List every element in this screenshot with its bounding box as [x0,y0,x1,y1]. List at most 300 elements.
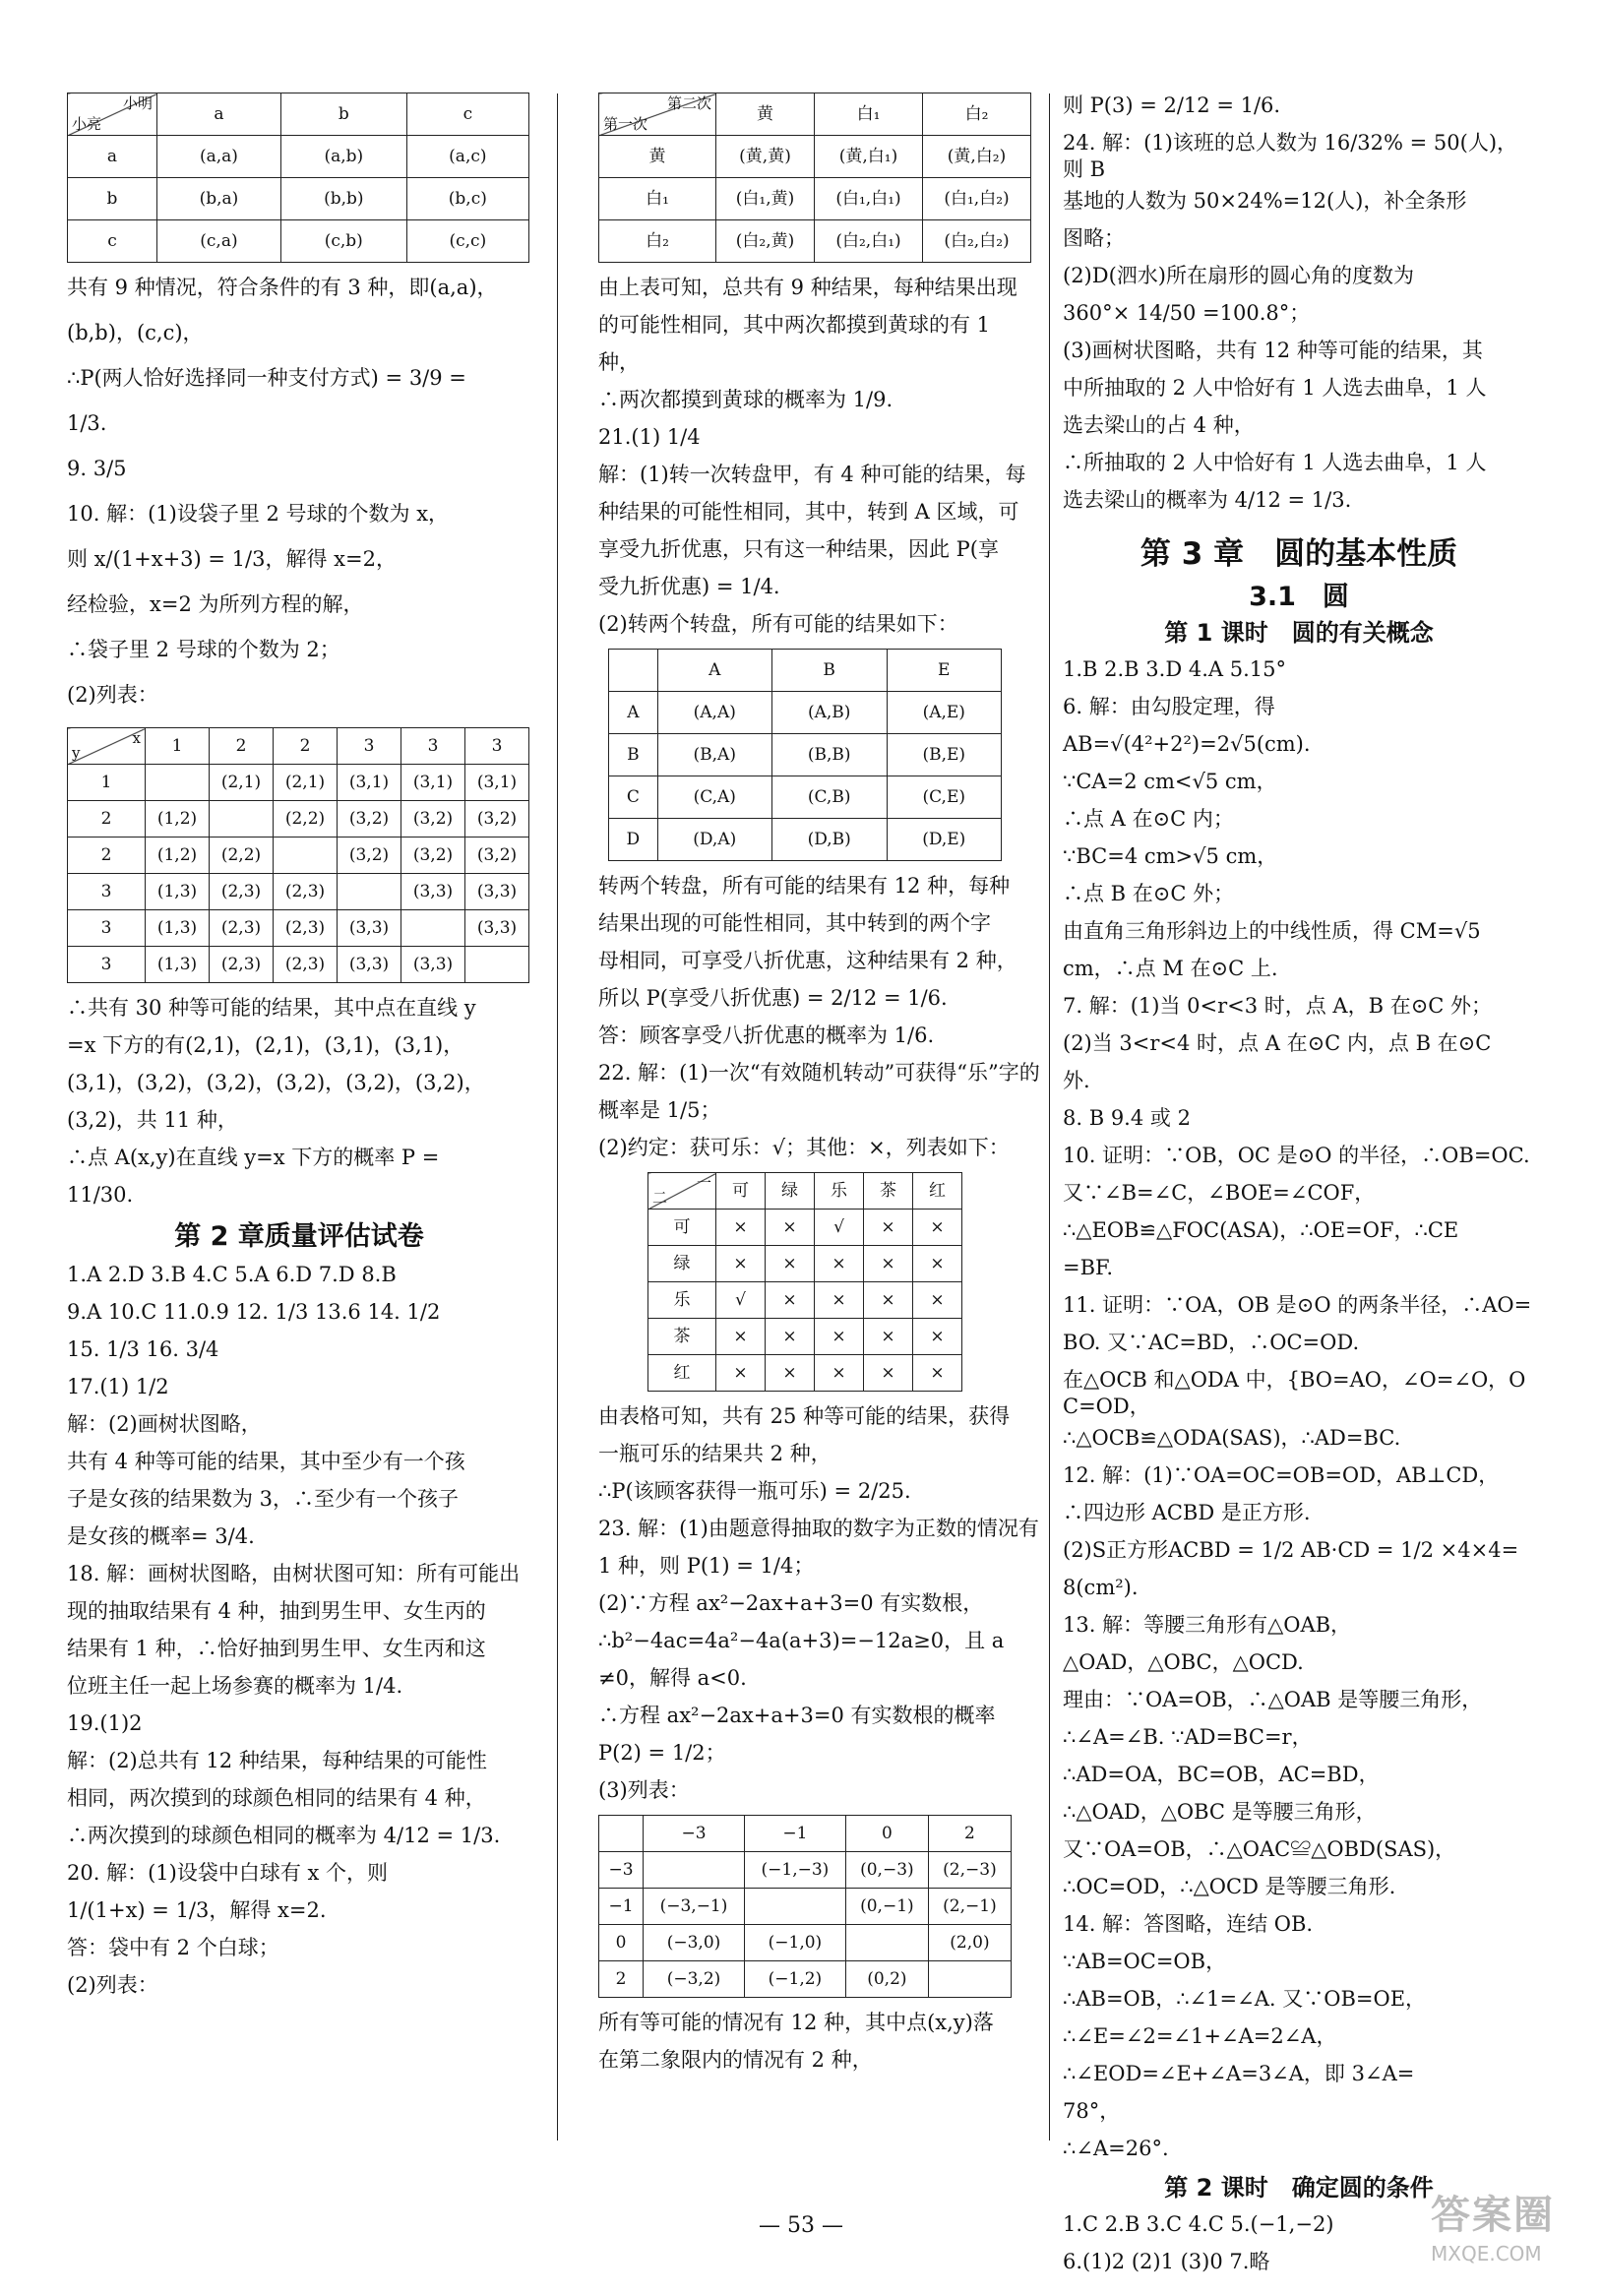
text-line: 经检验，x=2 为所列方程的解， [67,592,364,616]
text-line: ∴方程 ax²−2ax+a+3=0 有实数根的概率 [598,1704,996,1727]
table-cell: × [815,1282,864,1319]
text-line: 由上表可知，总共有 9 种结果，每种结果出现 [598,276,1017,299]
text-line: 子是女孩的结果数为 3，∴至少有一个孩子 [67,1487,460,1512]
table-row [68,838,529,874]
table-cell: 黄 [599,136,716,178]
text-line: ∵AB=OC=OB， [1063,1949,1227,1973]
text-line: ∴两次都摸到黄球的概率为 1/9. [598,388,893,411]
table-cell: (a,a) [157,136,281,178]
table-cell: × [864,1319,913,1355]
text-line: 1 种，则 P(1) = 1/4； [598,1554,815,1578]
table-row [68,765,529,801]
table-header-row [599,93,1031,136]
table-cell: (1,2) [146,838,210,874]
text-line: ∴P(该顾客获得一瓶可乐) = 2/25. [598,1479,911,1503]
text-line: ∴∠E=∠2=∠1+∠A=2∠A， [1063,2023,1337,2048]
corner-label: x [132,729,141,747]
corner-label: 二 [652,1188,668,1207]
text-line: ∴AD=OA，BC=OB，AC=BD， [1063,1762,1380,1786]
text-line: 22. 解：(1)一次“有效随机转动”可获得“乐”字的 [598,1061,1040,1085]
table-cell: 3 [68,874,146,910]
number-pair-table [598,1815,1012,1998]
corner-label: 小亮 [72,114,102,133]
table-cell [210,801,274,838]
table-cell: (3,2) [338,838,401,874]
table-cell: 茶 [864,1173,913,1210]
table-cell: 可 [648,1210,716,1246]
table-cell: (B,E) [887,734,1002,776]
text-line: 外. [1063,1069,1090,1093]
text-line: 所以 P(享受八折优惠) = 2/12 = 1/6. [598,986,948,1010]
table-cell: 3 [338,728,401,765]
table-cell: (黄,黄) [716,136,815,178]
table-row [599,178,1031,220]
table-cell: 1 [68,765,146,801]
text-line: 则 P(3) = 2/12 = 1/6. [1063,93,1281,117]
text-line: 9.A 10.C 11.0.9 12. 1/3 13.6 14. 1/2 [67,1300,441,1325]
watermark-text: 答案圈 [1431,2193,1555,2238]
table-cell: 2 [210,728,274,765]
table-cell: (0,−3) [845,1852,928,1889]
text-line: ∴OC=OD，∴△OCD 是等腰三角形. [1063,1874,1396,1898]
table-cell [465,947,529,983]
answer-block [1063,89,1535,521]
text-line: (2)转两个转盘，所有可能的结果如下： [598,612,958,636]
table-cell [744,1889,845,1925]
table-cell: (2,3) [210,910,274,947]
text-line: (b,b)，(c,c)， [67,321,204,344]
table-cell: c [406,93,528,136]
text-line: ∴AB=OB，∴∠1=∠A. 又∵OB=OE， [1063,1986,1427,2011]
table-cell: (D,B) [771,819,887,861]
table-row [609,734,1002,776]
table-cell [401,910,465,947]
table-cell: (3,2) [338,801,401,838]
table-cell: (B,B) [771,734,887,776]
text-line: 种， [598,350,640,374]
payment-method-table [67,93,529,263]
table-cell: (b,b) [280,178,406,220]
answer-block [1063,652,1535,2169]
table-cell: (D,A) [657,819,771,861]
text-line: 解：(2)画树状图略， [67,1412,262,1437]
text-line: 1/(1+x) = 1/3，解得 x=2. [67,1898,327,1923]
table-cell: (c,a) [157,220,281,263]
table-cell: (3,2) [465,801,529,838]
lesson-title: 第 2 课时 确定圆的条件 [1164,2173,1434,2202]
text-line: (3,2)，共 11 种， [67,1108,238,1132]
text-line: 选去梁山的概率为 4/12 = 1/3. [1063,487,1352,512]
table-cell: 2 [928,1816,1011,1852]
table-cell: 3 [465,728,529,765]
table-cell: 可 [716,1173,766,1210]
text-line: BO. 又∵AC=BD，∴OC=OD. [1063,1331,1360,1355]
table-cell: (B,A) [657,734,771,776]
text-line: 6.(1)2 (2)1 (3)0 7.略 [1063,2249,1270,2273]
table-cell: (2,3) [274,874,338,910]
table-cell: 黄 [716,93,815,136]
text-line: cm，∴点 M 在⊙C 上. [1063,957,1278,981]
text-line: (2)列表： [67,1973,158,1998]
chapter-title: 第 3 章 圆的基本性质 [1140,535,1458,572]
table-row [68,910,529,947]
table-cell: 0 [845,1816,928,1852]
text-line: ∴∠A=26°. [1063,2136,1169,2160]
text-line: 理由：∵OA=OB，∴△OAB 是等腰三角形， [1063,1687,1483,1711]
text-line: 享受九折优惠，只有这一种结果，因此 P(享 [598,537,999,561]
table-row [609,692,1002,734]
text-line: 12. 解：(1)∵OA=OC=OB=OD，AB⊥CD， [1063,1462,1500,1487]
table-cell: (a,b) [280,136,406,178]
table-cell: (0,2) [845,1961,928,1998]
table-cell: −1 [599,1889,644,1925]
table-cell: (3,1) [465,765,529,801]
spinner-table [608,649,1002,861]
text-line: 360°× 14/50 =100.8°； [1063,300,1311,325]
table-row [68,136,529,178]
column-1 [67,89,531,2148]
table-cell: (2,2) [210,838,274,874]
text-line: ∴∠A=∠B. ∵AD=BC=r， [1063,1724,1313,1749]
text-line: (3)画树状图略，共有 12 种等可能的结果，其 [1063,338,1483,362]
table-row [609,776,1002,819]
text-line: 共有 4 种等可能的结果，其中至少有一个孩 [67,1450,465,1474]
table-cell: × [766,1210,815,1246]
table-cell: C [609,776,658,819]
text-line: P(2) = 1/2； [598,1741,726,1765]
table-cell: D [609,819,658,861]
table-cell: × [913,1246,962,1282]
text-line: ∴点 A 在⊙C 内； [1063,807,1234,832]
text-line: (3)列表： [598,1778,690,1802]
table-cell: (C,A) [657,776,771,819]
text-line: 是女孩的概率= 3/4. [67,1524,255,1549]
text-line: ∴点 A(x,y)在直线 y=x 下方的概率 P = [67,1146,440,1169]
table-cell: (1,2) [146,801,210,838]
text-line: 结果有 1 种，∴恰好抽到男生甲、女生丙和这 [67,1637,486,1661]
table-cell: × [716,1319,766,1355]
text-line: 答：袋中有 2 个白球； [67,1936,279,1960]
text-line: 解：(2)总共有 12 种结果，每种结果的可能性 [67,1749,487,1773]
text-line: 在第二象限内的情况有 2 种， [598,2048,873,2072]
text-line: 母相同，可享受八折优惠，这种结果有 2 种， [598,949,1017,972]
page-number: — 53 — [759,2213,843,2238]
corner-label: 一 [696,1174,711,1192]
table-cell: (D,E) [887,819,1002,861]
table-cell: × [766,1282,815,1319]
text-line: (3,1)，(3,2)，(3,2)，(3,2)，(3,2)，(3,2)， [67,1071,485,1094]
table-row [599,1925,1012,1961]
table-cell: (3,3) [465,874,529,910]
text-line: =BF. [1063,1256,1114,1280]
table-cell: (−3,2) [644,1961,745,1998]
text-line: 1.A 2.D 3.B 4.C 5.A 6.D 7.D 8.B [67,1263,397,1287]
table-cell [644,1852,745,1889]
text-line: 结果出现的可能性相同，其中转到的两个字 [598,911,991,935]
table-row [648,1319,962,1355]
text-line: 由直角三角形斜边上的中线性质，得 CM=√5 [1063,919,1481,944]
text-line: 1.C 2.B 3.C 4.C 5.(−1,−2) [1063,2211,1334,2236]
text-line: ∵BC=4 cm>√5 cm， [1063,844,1278,869]
table-cell: × [913,1210,962,1246]
table-cell: (黄,白₁) [815,136,923,178]
table-cell: (白₁,黄) [716,178,815,220]
table-header-row [68,728,529,765]
table-cell [274,838,338,874]
table-cell: (A,B) [771,692,887,734]
table-cell: 白₁ [815,93,923,136]
table-cell: c [68,220,157,263]
table-cell: a [157,93,281,136]
text-line: 78°， [1063,2098,1121,2123]
table-corner-cell [648,1173,716,1210]
text-line: ∴P(两人恰好选择同一种支付方式) = 3/9 = [67,366,466,390]
text-line: 1.B 2.B 3.D 4.A 5.15° [1063,657,1286,682]
table-cell: 白₂ [599,220,716,263]
table-cell: A [657,650,771,692]
table-cell: 1 [146,728,210,765]
table-cell: (a,c) [406,136,528,178]
table-cell: 绿 [648,1246,716,1282]
text-line: ∴△EOB≌△FOC(ASA)，∴OE=OF，∴CE [1063,1218,1459,1243]
table-cell: 白₂ [923,93,1031,136]
table-cell: (−1,2) [744,1961,845,1998]
text-line: 15. 1/3 16. 3/4 [67,1337,219,1362]
table-row [599,1961,1012,1998]
table-cell: (2,1) [274,765,338,801]
corner-label: y [72,743,81,762]
table-cell: (C,E) [887,776,1002,819]
table-cell: (3,2) [401,801,465,838]
text-line: 所有等可能的情况有 12 种，其中点(x,y)落 [598,2011,994,2034]
table-cell: (3,3) [338,910,401,947]
table-cell: (−3,0) [644,1925,745,1961]
text-line: 又∵OA=OB，∴△OAC≌△OBD(SAS)， [1063,1836,1456,1861]
table-cell: B [609,734,658,776]
text-line: 基地的人数为 50×24%=12(人)，补全条形 [1063,188,1467,213]
table-row [599,136,1031,178]
text-line: (2)S正方形ACBD = 1/2 AB·CD = 1/2 ×4×4= [1063,1537,1519,1562]
table-cell: 茶 [648,1319,716,1355]
text-line: 21.(1) 1/4 [598,425,701,449]
table-cell: (−1,−3) [744,1852,845,1889]
table-cell: (3,3) [401,947,465,983]
table-cell [609,650,658,692]
text-line: ∴所抽取的 2 人中恰好有 1 人选去曲阜，1 人 [1063,450,1487,474]
text-line: 相同，两次摸到的球颜色相同的结果有 4 种， [67,1786,486,1811]
text-line: 的可能性相同，其中两次都摸到黄球的有 1 [598,313,991,337]
text-line: 20. 解：(1)设袋中白球有 x 个，则 [67,1861,389,1886]
text-line: 共有 9 种情况，符合条件的有 3 种，即(a,a)， [67,276,498,299]
table-cell: (−1,0) [744,1925,845,1961]
table-cell: −1 [744,1816,845,1852]
text-line: 10. 解：(1)设袋子里 2 号球的个数为 x， [67,502,450,526]
table-cell: (c,b) [280,220,406,263]
table-cell: × [815,1246,864,1282]
table-cell: (3,3) [465,910,529,947]
table-header-row [68,93,529,136]
text-line: ∴b²−4ac=4a²−4a(a+3)=−12a≥0，且 a [598,1629,1005,1652]
cola-table [647,1172,962,1392]
table-cell: (3,2) [401,838,465,874]
text-line: 8(cm²). [1063,1575,1139,1599]
corner-label: 小明 [122,94,153,112]
table-row [599,1889,1012,1925]
table-cell: × [913,1282,962,1319]
table-cell: × [766,1319,815,1355]
text-line: 答：顾客享受八折优惠的概率为 1/6. [598,1024,935,1047]
table-cell: × [766,1355,815,1392]
text-line: 18. 解：画树状图略，由树状图可知：所有可能出 [67,1562,521,1586]
answer-block [67,271,531,723]
text-line: ∵CA=2 cm<√5 cm， [1063,770,1277,794]
table-cell: (b,c) [406,178,528,220]
table-cell: (2,2) [274,801,338,838]
text-line: 11. 证明：∵OA，OB 是⊙O 的两条半径，∴AO= [1063,1293,1532,1318]
table-cell: × [716,1355,766,1392]
table-cell: (白₂,白₂) [923,220,1031,263]
text-line: 又∵∠B=∠C，∠BOE=∠COF， [1063,1181,1376,1206]
table-cell: (2,3) [210,874,274,910]
table-cell: (白₂,白₁) [815,220,923,263]
table-cell: × [815,1355,864,1392]
text-line: 7. 解：(1)当 0<r<3 时，点 A，B 在⊙C 外； [1063,994,1493,1019]
text-line: ∴△OCB≌△ODA(SAS)，∴AD=BC. [1063,1425,1401,1450]
text-line: 受九折优惠) = 1/4. [598,575,780,598]
answer-block [598,2006,1041,2080]
text-line: 14. 解：答图略，连结 OB. [1063,1911,1314,1936]
table-cell: 红 [648,1355,716,1392]
column-divider [1049,93,1050,2141]
table-cell: (2,1) [210,765,274,801]
text-line: (2)D(泗水)所在扇形的圆心角的度数为 [1063,263,1414,287]
text-line: ∴∠EOD=∠E+∠A=3∠A，即 3∠A= [1063,2061,1415,2085]
table-row [648,1210,962,1246]
table-cell: (A,A) [657,692,771,734]
table-cell: (白₂,黄) [716,220,815,263]
text-line: (2)列表： [67,683,158,707]
table-header-row [648,1173,962,1210]
text-line: 17.(1) 1/2 [67,1375,169,1399]
table-cell: 乐 [648,1282,716,1319]
table-cell: E [887,650,1002,692]
text-line: 种结果的可能性相同，其中，转到 A 区域，可 [598,500,1019,524]
text-line: 转两个转盘，所有可能的结果有 12 种，每种 [598,874,1011,898]
watermark-logo [1431,2190,1578,2268]
table-row [648,1282,962,1319]
section-heading: 第 2 章质量评估试卷 [174,1221,424,1252]
table-cell [599,1816,644,1852]
table-cell: × [913,1355,962,1392]
text-line: (2)约定：获可乐：√；其他：×，列表如下： [598,1136,1010,1159]
table-cell: (1,3) [146,947,210,983]
column-divider [557,93,558,2141]
table-cell: (3,2) [465,838,529,874]
text-line: ∴四边形 ACBD 是正方形. [1063,1500,1311,1524]
table-row [609,819,1002,861]
table-row [599,1852,1012,1889]
table-row [599,220,1031,263]
table-cell: 红 [913,1173,962,1210]
table-corner-cell [599,93,716,136]
text-line: 图略； [1063,225,1125,250]
table-cell [845,1925,928,1961]
table-cell [928,1961,1011,1998]
table-cell: 绿 [766,1173,815,1210]
table-cell: (A,E) [887,692,1002,734]
text-line: 23. 解：(1)由题意得抽取的数字为正数的情况有 [598,1517,1039,1540]
text-line: 13. 解：等腰三角形有△OAB， [1063,1612,1352,1637]
table-cell: (2,−3) [928,1852,1011,1889]
answer-block [598,1399,1041,1811]
table-cell: (2,−1) [928,1889,1011,1925]
lesson-title: 第 1 课时 圆的有关概念 [1164,618,1434,647]
table-cell: 2 [274,728,338,765]
corner-label: 第二次 [666,94,711,112]
answer-block [67,991,531,1215]
text-line: ∴共有 30 种等可能的结果，其中点在直线 y [67,996,476,1020]
text-line: 8. B 9.4 或 2 [1063,1106,1191,1131]
table-cell: A [609,692,658,734]
text-line: △OAD，△OBC，△OCD. [1063,1649,1304,1674]
text-line: ∴△OAD，△OBC 是等腰三角形， [1063,1799,1377,1824]
table-row [648,1246,962,1282]
table-row [68,220,529,263]
table-cell: × [864,1246,913,1282]
table-row [648,1355,962,1392]
table-cell: × [913,1319,962,1355]
table-corner-cell [68,728,146,765]
text-line: 24. 解：(1)该班的总人数为 16/32% = 50(人)，则 B [1063,131,1518,182]
table-cell: × [864,1282,913,1319]
answer-block [598,869,1041,1168]
table-cell: 2 [68,801,146,838]
table-cell: × [716,1210,766,1246]
text-line: (2)∵方程 ax²−2ax+a+3=0 有实数根， [598,1591,984,1615]
table-cell: (白₁,白₂) [923,178,1031,220]
coordinate-table [67,727,529,983]
text-line: 概率是 1/5； [598,1098,721,1122]
table-cell: × [716,1246,766,1282]
table-cell: (3,3) [401,874,465,910]
table-cell: 2 [599,1961,644,1998]
text-line: 6. 解：由勾股定理，得 [1063,695,1275,719]
section-title: 3.1 圆 [1249,581,1349,612]
table-cell [338,874,401,910]
table-cell: × [766,1246,815,1282]
table-cell: √ [716,1282,766,1319]
table-cell: (1,3) [146,874,210,910]
table-cell: (3,3) [338,947,401,983]
table-cell: (白₁,白₁) [815,178,923,220]
table-cell: 3 [68,947,146,983]
table-cell: −3 [644,1816,745,1852]
text-line: 11/30. [67,1183,134,1207]
table-cell: × [864,1355,913,1392]
table-cell: (2,3) [274,947,338,983]
table-cell: (2,0) [928,1925,1011,1961]
table-cell: (0,−1) [845,1889,928,1925]
table-cell: × [815,1319,864,1355]
table-cell: (2,3) [210,947,274,983]
table-cell: 2 [68,838,146,874]
table-cell: 3 [68,910,146,947]
table-cell: 白₁ [599,178,716,220]
table-cell: (1,3) [146,910,210,947]
table-cell: (C,B) [771,776,887,819]
text-line: 现的抽取结果有 4 种，抽到男生甲、女生丙的 [67,1599,486,1624]
text-line: 9. 3/5 [67,457,127,480]
